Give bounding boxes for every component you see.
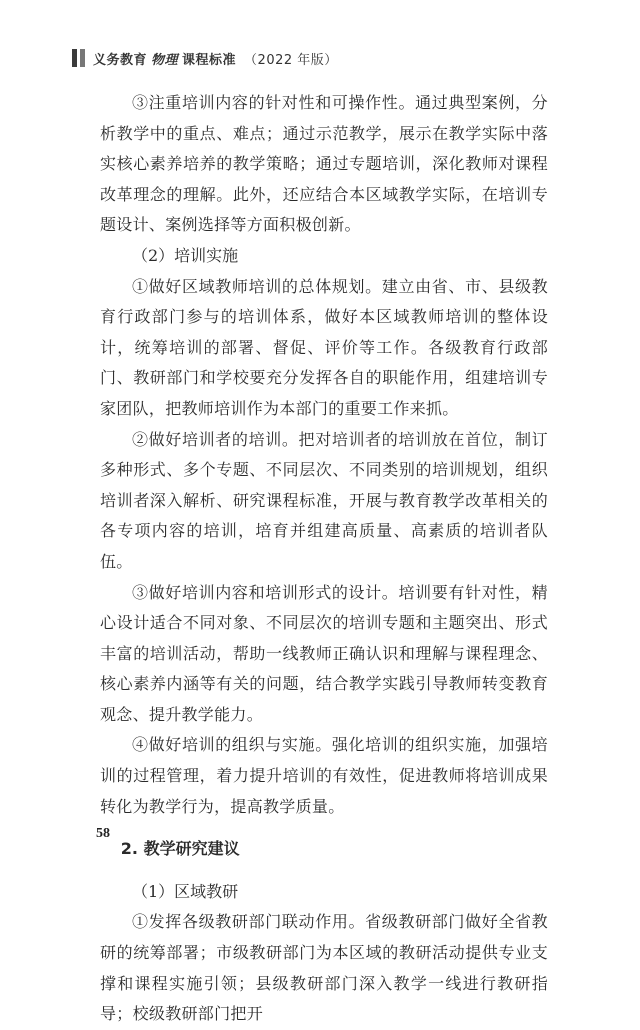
paragraph-organization: ④做好培训的组织与实施。强化培训的组织实施，加强培训的过程管理，着力提升培训的有效性，促进教师将培训成果转化为教学行为，提高教学质量。 bbox=[100, 735, 548, 816]
page-number: 58 bbox=[96, 826, 110, 841]
paragraph-training-content: ③注重培训内容的针对性和可操作性。通过典型案例，分析教学中的重点、难点；通过示范教学，展示在教学实际中落实核心素养培养的教学策略；通过专题培训，深化教师对课程改革理念的理解。此外，还应结合本区域教学实际，在培训专题设计、案例选择等方面积极创新。 bbox=[100, 93, 548, 235]
paragraph-content-design: ③做好培训内容和培训形式的设计。培训要有针对性，精心设计适合不同对象、不同层次的培训专题和主题突出、形式丰富的培训活动，帮助一线教师正确认识和理解与课程理念、核心素养内涵等有关的问题，结合教学实践引导教师转变教育观念、提升教学能力。 bbox=[100, 582, 548, 724]
running-header bbox=[72, 46, 338, 70]
book-title bbox=[93, 49, 338, 68]
book-subject: 物理 bbox=[151, 52, 179, 68]
book-edition: （2022 年版） bbox=[244, 52, 338, 68]
paragraph-research-departments: ①发挥各级教研部门联动作用。省级教研部门做好全省教研的统筹部署；市级教研部门为本区域的教研活动提供专业支撑和课程实施引领；县级教研部门深入教学一线进行教研指导；校级教研部门把开 bbox=[100, 912, 548, 1024]
page-body bbox=[100, 88, 548, 1030]
subheading-regional-research: （1）区域教研 bbox=[132, 881, 239, 901]
section-heading-teaching-research: 2. 教学研究建议 bbox=[120, 839, 240, 859]
header-bars-decoration bbox=[72, 49, 85, 67]
paragraph-overall-plan: ①做好区域教师培训的总体规划。建立由省、市、县级教育行政部门参与的培训体系，做好本区域教师培训的整体设计，统筹培训的部署、督促、评价等工作。各级教育行政部门、教研部门和学校要充分发挥各自的职能作用，组建培训专家团队，把教师培训作为本部门的重要工作来抓。 bbox=[100, 276, 548, 418]
subheading-training-implementation: （2）培训实施 bbox=[132, 245, 239, 265]
book-series: 义务教育 bbox=[93, 52, 148, 68]
book-title-text: 课程标准 bbox=[182, 52, 237, 68]
paragraph-trainer-training: ②做好培训者的培训。把对培训者的培训放在首位，制订多种形式、多个专题、不同层次、不同类别的培训规划，组织培训者深入解析、研究课程标准，开展与教育教学改革相关的各专项内容的培训，培育并组建高质量、高素质的培训者队伍。 bbox=[100, 429, 548, 571]
